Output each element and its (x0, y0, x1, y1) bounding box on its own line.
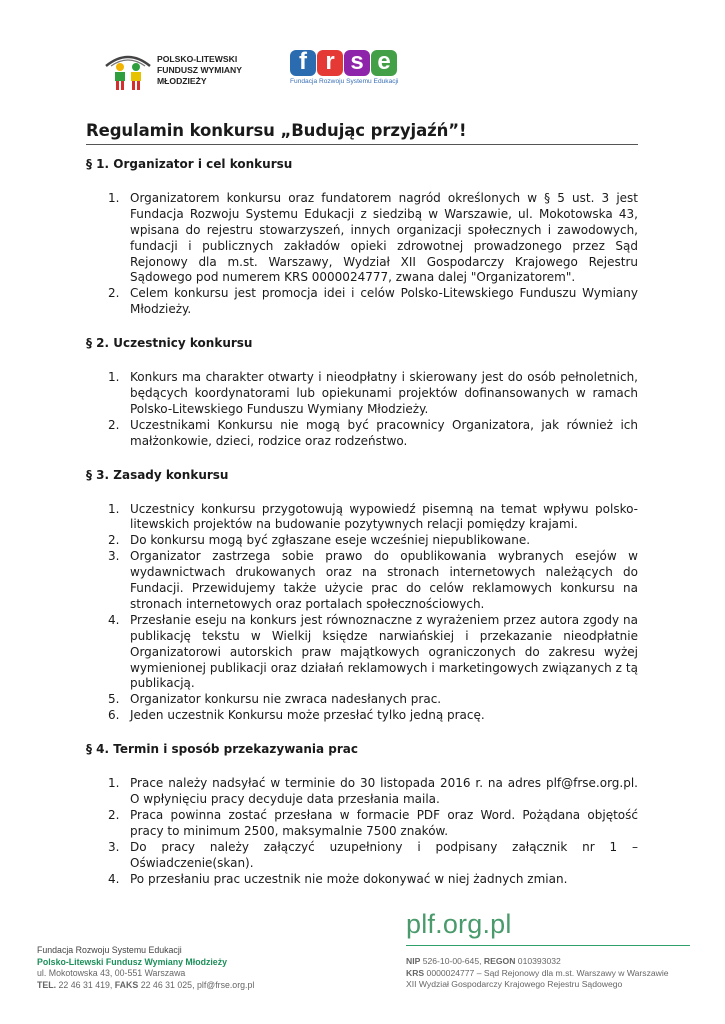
list-item (86, 418, 638, 450)
list-item-number: 5. (108, 692, 120, 707)
list-item (86, 286, 638, 318)
section-list (86, 502, 638, 725)
list-item (86, 708, 638, 724)
section-heading: § 1. Organizator i cel konkursu (86, 157, 293, 171)
list-item-text: Organizator konkursu nie zwraca nadesłanych prac. (130, 692, 442, 707)
list-item-text: Do pracy należy załączyć uzupełniony i podpisany załącznik nr 1 – Oświadczenie(skan). (130, 839, 638, 870)
section-list (86, 370, 638, 450)
frse-subtitle: Fundacja Rozwoju Systemu Edukacji (290, 78, 399, 85)
section-3 (86, 468, 638, 725)
list-item-text: Organizator zastrzega sobie prawo do opublikowania wybranych esejów w wydawnictwach drukowanych oraz na stronach internetowych należących do Fundacji. Przewidujemy także użycie prac do celów reklamowych konkursu na stronach internetowych oraz portalach społecznościowych. (130, 549, 638, 611)
footer-krs (406, 968, 669, 980)
logo-line-3: MŁODZIEŻY (157, 76, 207, 86)
footer-fund: Polsko-Litewski Fundusz Wymiany Młodzieży (37, 956, 227, 967)
list-item-number: 4. (108, 612, 120, 627)
krs-value: 0000024777 – Sąd Rejonowy dla m.st. Warszawy w Warszawie (426, 967, 669, 978)
list-item (86, 502, 638, 534)
tel-label: TEL. (37, 979, 57, 990)
list-item-text: Prace należy nadsyłać w terminie do 30 listopada 2016 r. na adres plf@frse.org.pl. O wpłynięciu pracy decyduje data przesłania maila. (130, 776, 638, 806)
list-item (86, 370, 638, 418)
list-item-number: 1. (108, 190, 120, 205)
fax-value: 22 46 31 025, (140, 979, 195, 990)
list-item-number: 1. (108, 501, 120, 516)
list-item-text: Praca powinna zostać przesłana w formacie PDF oraz Word. Pożądana objętość pracy to minimum 2500, maksymalnie 7500 znaków. (130, 807, 638, 838)
logo-line-1: POLSKO-LITEWSKI (157, 54, 238, 64)
list-item (86, 533, 638, 549)
list-item-text: Jeden uczestnik Konkursu może przesłać tylko jedną pracę. (130, 708, 485, 723)
frse-letter-s: s (344, 50, 370, 76)
list-item-number: 2. (108, 286, 120, 301)
footer-registry (406, 956, 669, 991)
section-1 (86, 157, 638, 318)
frse-letter-r: r (317, 50, 343, 76)
regon-label: REGON (483, 956, 516, 966)
list-item (86, 840, 638, 872)
list-item-number: 1. (108, 776, 120, 791)
list-item-text: Przesłanie eseju na konkurs jest równoznaczne z wyrażeniem przez autora zgody na publikację tekstu w Wielkij księdze narwiańskiej i przekazanie nieodpłatnie Organizatorowi autorskich praw majątkowych ograniczonych do zakresu wyżej wymienionej publikacji oraz działań reklamowych i marketingowych związanych z tą publikacją. (130, 612, 638, 691)
list-item-number: 1. (108, 370, 120, 385)
logo-line-2: FUNDUSZ WYMIANY (157, 65, 242, 75)
fax-label: FAKS (114, 979, 139, 990)
footer-email: plf@frse.org.pl (196, 979, 255, 990)
list-item-text: Uczestnikami Konkursu nie mogą być pracownicy Organizatora, jak również ich małżonkowie, dzieci, rodzice oraz rodzeństwo. (130, 417, 638, 448)
frse-letter-e: e (371, 50, 397, 76)
list-item-text: Konkurs ma charakter otwarty i nieodpłatny i skierowany jest do osób pełnoletnich, będących koordynatorami lub opiekunami projektów dofinansowanych w ramach Polsko-Litewskiego Funduszu Wymiany Młodzieży. (130, 370, 638, 416)
pl-lt-fund-emblem-icon (101, 50, 155, 92)
footer-court: XII Wydział Gospodarczy Krajowego Rejestru Sądowego (406, 979, 623, 989)
frse-letters (290, 50, 410, 76)
pl-lt-fund-logo (101, 50, 261, 92)
nip-value: 526-10-00-645, (422, 956, 482, 966)
list-item-number: 4. (108, 871, 120, 886)
frse-letter-f: f (290, 50, 316, 76)
list-item-text: Organizatorem konkursu oraz fundatorem nagród określonych w § 5 ust. 3 jest Fundacja Rozwoju Systemu Edukacji z siedzibą w Warszawie, ul. Mokotowska 43, wpisana do rejestru stowarzyszeń, innych organizacji społecznych i zawodowych, fundacji i publicznych zakładów opieki zdrowotnej prowadzonego przez Sąd Rejonowy dla m.st. Warszawy, Wydział XII Gospodarczy Krajowego Rejestru Sądowego pod numerem KRS 0000024777, zwana dalej "Organizatorem". (130, 190, 638, 285)
list-item-text: Celem konkursu jest promocja idei i celów Polsko-Litewskiego Funduszu Wymiany Młodzieży. (130, 286, 638, 317)
list-item (86, 692, 638, 708)
list-item-number: 3. (108, 839, 120, 854)
list-item-text: Uczestnicy konkursu przygotowują wypowiedź pisemną na temat wpływu polsko-litewskich projektów na budowanie pozytywnych relacji pomiędzy krajami. (130, 501, 638, 532)
footer-phones (37, 980, 254, 992)
section-heading: § 2. Uczestnicy konkursu (86, 336, 253, 351)
list-item-number: 2. (108, 417, 120, 432)
footer-divider (406, 945, 690, 946)
page-title: Regulamin konkursu „Budując przyjaźń”! (86, 121, 638, 145)
nip-label: NIP (406, 956, 421, 966)
list-item (86, 191, 638, 286)
section-heading: § 3. Zasady konkursu (86, 467, 229, 482)
section-heading: § 4. Termin i sposób przekazywania prac (86, 742, 359, 757)
list-item (86, 808, 638, 840)
section-2 (86, 336, 638, 449)
footer-contact (37, 945, 254, 991)
list-item-number: 2. (108, 807, 120, 822)
footer-address: ul. Mokotowska 43, 00-551 Warszawa (37, 968, 186, 978)
list-item (86, 872, 638, 888)
section-list (86, 191, 638, 318)
list-item-number: 2. (108, 533, 120, 548)
section-4 (86, 742, 638, 887)
section-list (86, 776, 638, 887)
list-item-number: 6. (108, 708, 120, 723)
site-link: plf.org.pl (406, 909, 512, 939)
document-body (86, 157, 638, 905)
footer-ids (406, 956, 669, 968)
regon-value: 010393032 (517, 956, 561, 966)
tel-value: 22 46 31 419, (58, 979, 113, 990)
list-item (86, 549, 638, 613)
footer-org: Fundacja Rozwoju Systemu Edukacji (37, 945, 182, 955)
list-item-number: 3. (108, 549, 120, 564)
list-item-text: Do konkursu mogą być zgłaszane eseje wcześniej niepublikowane. (130, 533, 531, 548)
frse-logo (290, 50, 410, 92)
list-item-text: Po przesłaniu prac uczestnik nie może dokonywać w niej żadnych zmian. (130, 871, 568, 886)
list-item (86, 776, 638, 808)
list-item (86, 613, 638, 693)
krs-label: KRS (406, 967, 425, 978)
